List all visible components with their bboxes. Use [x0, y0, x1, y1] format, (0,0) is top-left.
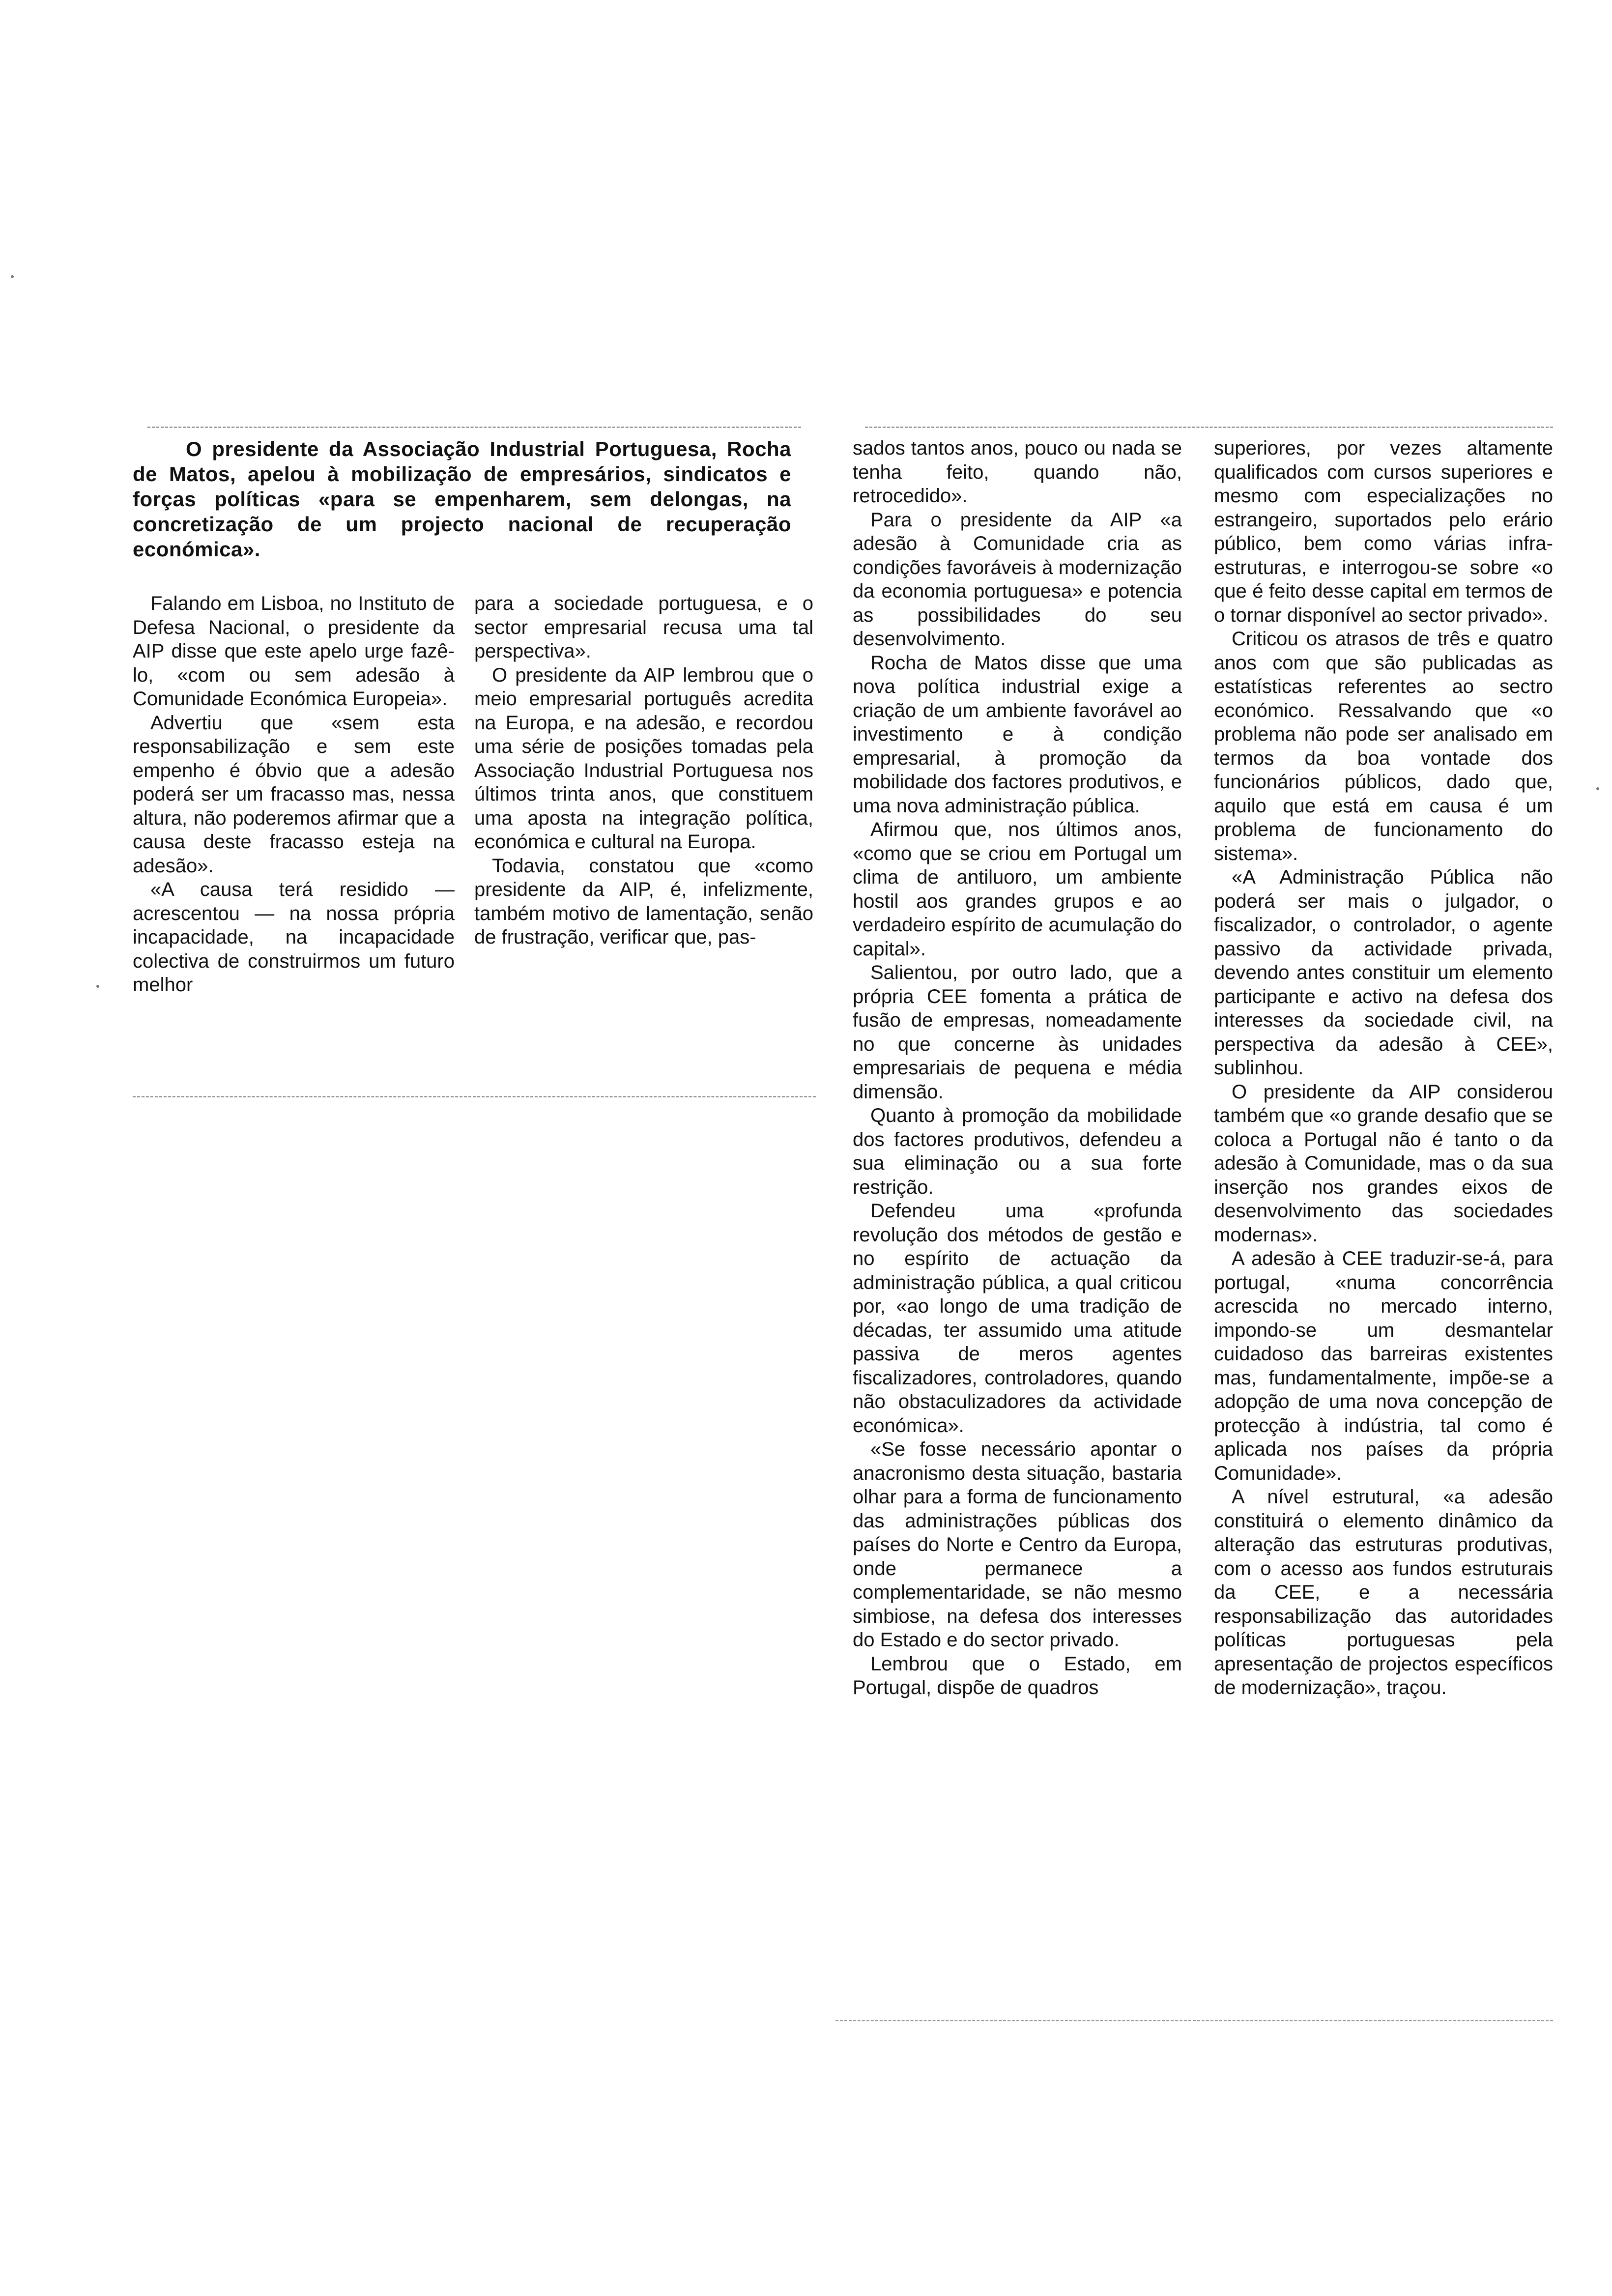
paragraph: «Se fosse necessário apontar o anacronismo desta situação, bastaria olhar para a forma de funcionamento das administrações públicas dos países do Norte e Centro da Europa, onde permanece a complementaridade, se não mesmo simbiose, na defesa dos interesses do Estado e do sector privado.	[853, 1438, 1182, 1651]
scan-speck	[11, 275, 14, 278]
column-4	[1214, 436, 1553, 1700]
paragraph: «A causa terá residido — acrescentou — na nossa própria incapacidade, na incapacidade colectiva de construirmos um futuro melhor	[133, 879, 455, 996]
paragraph: para a sociedade portuguesa, e o sector empresarial recusa uma tal perspectiva».	[474, 593, 813, 662]
lede-paragraph: O presidente da Associação Industrial Portuguesa, Rocha de Matos, apelou à mobilização de empresários, sindicatos e forças políticas «para se empenharem, sem delongas, na concretização de um projecto nacional de recuperação económica».	[133, 437, 791, 561]
paragraph: A nível estrutural, «a adesão constituirá o elemento dinâmico da alteração das estruturas produtivas, com o acesso aos fundos estruturais da CEE, e a necessária responsabilização das autoridades políticas portuguesas pela apresentação de projectos específicos de modernização», traçou.	[1214, 1486, 1553, 1698]
paragraph: Para o presidente da AIP «a adesão à Comunidade cria as condições favoráveis à modernização da economia portuguesa» e potencia as possibilidades do seu desenvolvimento.	[853, 509, 1182, 650]
bottom-cut-edge-right	[835, 2020, 1553, 2021]
paragraph: Rocha de Matos disse que uma nova política industrial exige a criação de um ambiente favorável ao investimento e à condição empresarial, à promoção da mobilidade dos factores produtivos, e uma nova administração pública.	[853, 652, 1182, 817]
article-lede	[133, 436, 791, 562]
paragraph: Lembrou que o Estado, em Portugal, dispõe de quadros	[853, 1653, 1182, 1698]
paragraph: Criticou os atrasos de três e quatro anos com que são publicadas as estatísticas referentes ao sectro económico. Ressalvando que «o problema não pode ser analisado em termos da boa vontade dos funcionários públicos, dado que, aquilo que está em causa é um problema de funcionamento do sistema».	[1214, 628, 1553, 864]
top-cut-edge-left	[147, 427, 801, 428]
paragraph: «A Administração Pública não poderá ser mais o julgador, o fiscalizador, o controlador, o agente passivo da actividade privada, devendo antes constituir um elemento participante e activo na defesa dos interesses da sociedade civil, na perspectiva da adesão à CEE», sublinhou.	[1214, 866, 1553, 1079]
scan-speck	[1596, 787, 1599, 790]
paragraph: Falando em Lisboa, no Instituto de Defesa Nacional, o presidente da AIP disse que este apelo urge fazê-lo, «com ou sem adesão à Comunidade Económica Europeia».	[133, 593, 455, 710]
paragraph: O presidente da AIP considerou também que «o grande desafio que se coloca a Portugal não é tanto o da adesão à Comunidade, mas o da sua inserção nos grandes eixos de desenvolvimento das sociedades modernas».	[1214, 1081, 1553, 1246]
bottom-cut-edge-left	[133, 1096, 816, 1097]
paragraph: sados tantos anos, pouco ou nada se tenha feito, quando não, retrocedido».	[853, 437, 1182, 507]
paragraph: Quanto à promoção da mobilidade dos factores produtivos, defendeu a sua eliminação ou a sua forte restrição.	[853, 1105, 1182, 1198]
paragraph: Defendeu uma «profunda revolução dos métodos de gestão e no espírito de actuação da administração pública, a qual criticou por, «ao longo de uma tradição de décadas, ter assumido uma atitude passiva de meros agentes fiscalizadores, controladores, quando não obstaculizadores da actividade económica».	[853, 1200, 1182, 1436]
column-3	[853, 436, 1182, 1700]
paragraph: Afirmou que, nos últimos anos, «como que se criou em Portugal um clima de antiluoro, um ambiente hostil aos grandes grupos e ao verdadeiro espírito de acumulação do capital».	[853, 819, 1182, 960]
scan-speck	[96, 985, 99, 988]
top-cut-edge-right	[865, 427, 1553, 428]
column-2	[474, 592, 813, 949]
paragraph: Advertiu que «sem esta responsabilização e sem este empenho é óbvio que a adesão poderá ser um fracasso mas, nessa altura, não poderemos afirmar que a causa deste fracasso esteja na adesão».	[133, 712, 455, 877]
paragraph: Todavia, constatou que «como presidente da AIP, é, infelizmente, também motivo de lamentação, senão de frustração, verificar que, pas-	[474, 855, 813, 948]
paragraph: O presidente da AIP lembrou que o meio empresarial português acredita na Europa, e na adesão, e recordou uma série de posições tomadas pela Associação Industrial Portuguesa nos últimos trinta anos, que constituem uma aposta na integração política, económica e cultural na Europa.	[474, 664, 813, 853]
paragraph: Salientou, por outro lado, que a própria CEE fomenta a prática de fusão de empresas, nomeadamente no que concerne às unidades empresariais de pequena e média dimensão.	[853, 962, 1182, 1103]
paragraph: superiores, por vezes altamente qualificados com cursos superiores e mesmo com especializações no estrangeiro, suportados pelo erário público, bem como várias infra-estruturas, e interrogou-se sobre «o que é feito desse capital em termos de o tornar disponível ao sector privado».	[1214, 437, 1553, 626]
column-1	[133, 592, 455, 997]
paragraph: A adesão à CEE traduzir-se-á, para portugal, «numa concorrência acrescida no mercado interno, impondo-se um desmantelar cuidadoso das barreiras existentes mas, fundamentalmente, impõe-se a adopção de uma nova concepção de protecção à indústria, tal como é aplicada nos países da própria Comunidade».	[1214, 1248, 1553, 1484]
